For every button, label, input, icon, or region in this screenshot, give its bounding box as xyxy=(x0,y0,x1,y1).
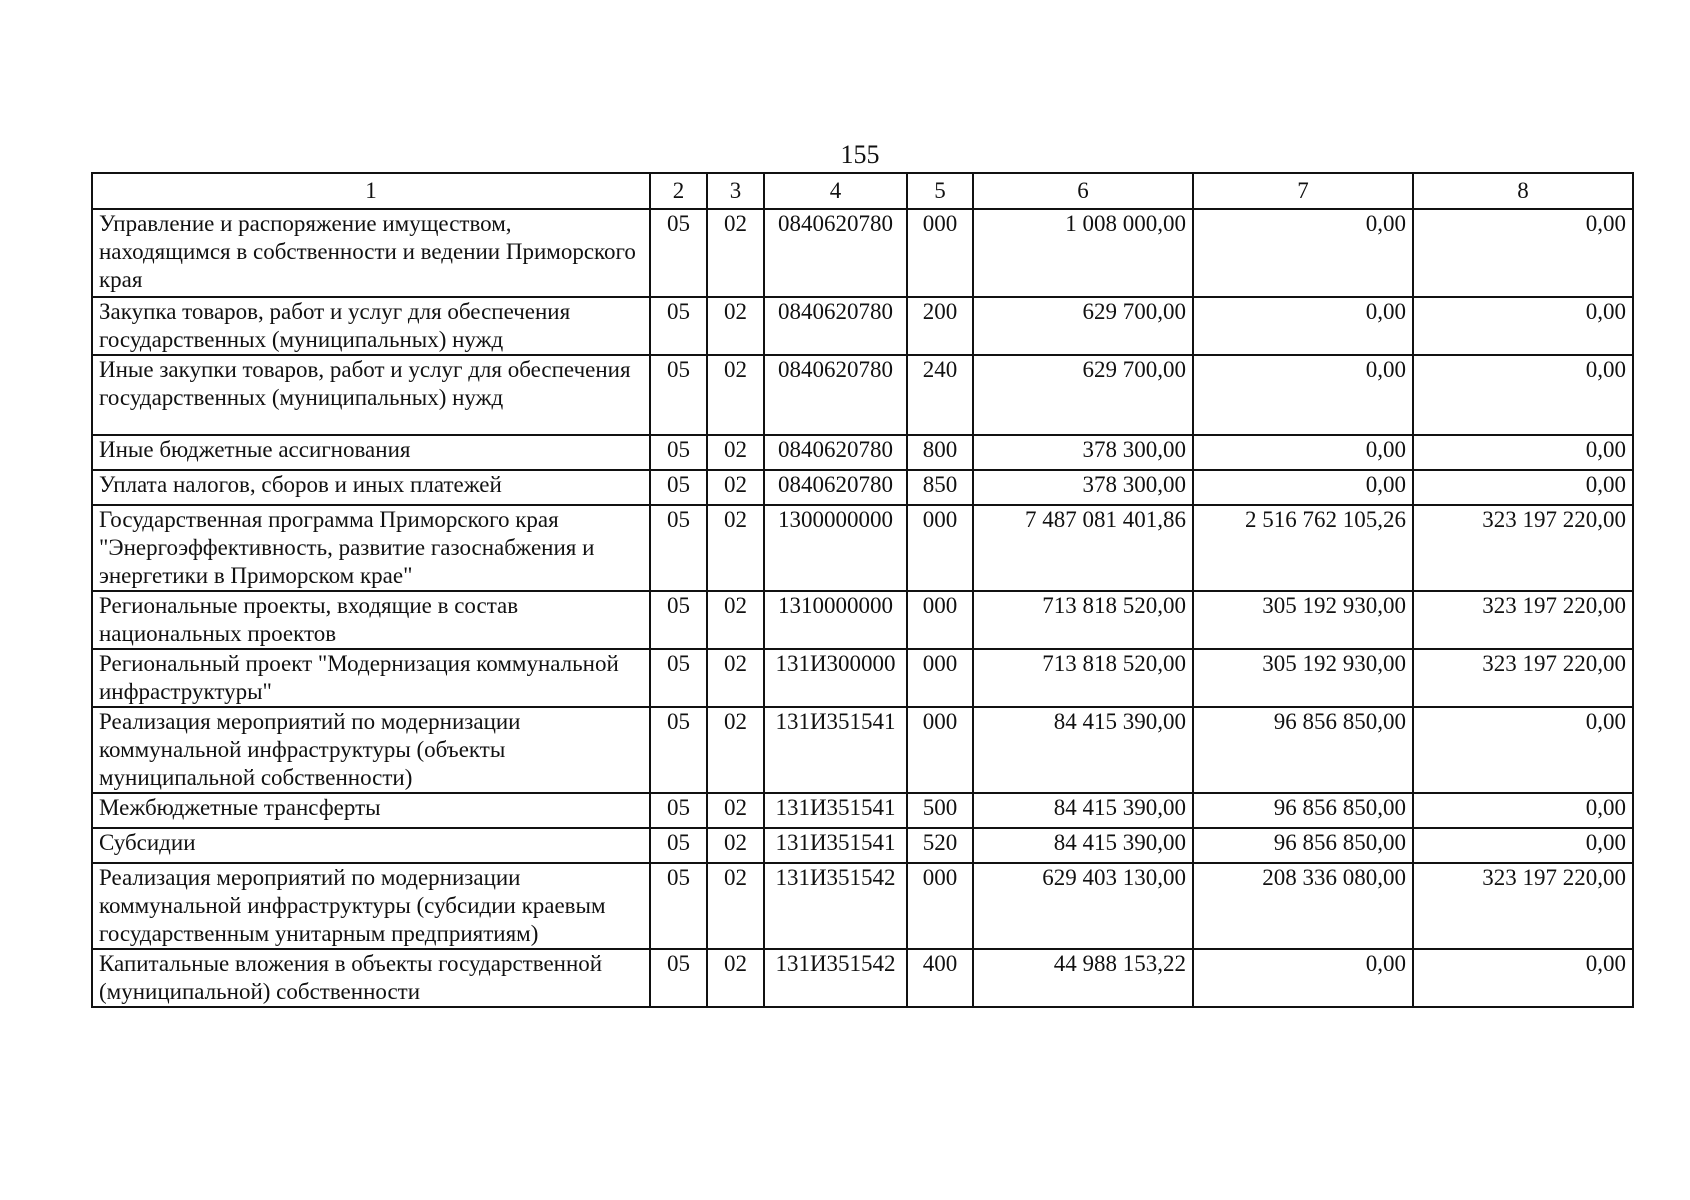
row-subsection: 02 xyxy=(707,949,764,1007)
row-subsection: 02 xyxy=(707,591,764,649)
row-amount-6: 629 700,00 xyxy=(973,297,1193,355)
row-target-code: 131И351541 xyxy=(764,707,907,793)
row-name: Реализация мероприятий по модернизации коммунальной инфраструктуры (объекты муниципальной собственности) xyxy=(92,707,650,793)
row-amount-8: 0,00 xyxy=(1413,707,1633,793)
row-section: 05 xyxy=(650,591,707,649)
column-header: 2 xyxy=(650,173,707,209)
column-header: 1 xyxy=(92,173,650,209)
row-target-code: 0840620780 xyxy=(764,470,907,505)
row-target-code: 131И351541 xyxy=(764,793,907,828)
table-row xyxy=(92,828,1633,863)
row-section: 05 xyxy=(650,505,707,591)
row-amount-7: 0,00 xyxy=(1193,470,1413,505)
row-amount-7: 0,00 xyxy=(1193,297,1413,355)
row-amount-6: 7 487 081 401,86 xyxy=(973,505,1193,591)
row-amount-6: 378 300,00 xyxy=(973,470,1193,505)
row-amount-7: 0,00 xyxy=(1193,949,1413,1007)
row-expense-type: 000 xyxy=(907,209,973,297)
row-subsection: 02 xyxy=(707,863,764,949)
row-section: 05 xyxy=(650,649,707,707)
table-row xyxy=(92,355,1633,435)
row-amount-7: 305 192 930,00 xyxy=(1193,649,1413,707)
row-name: Капитальные вложения в объекты государственной (муниципальной) собственности xyxy=(92,949,650,1007)
row-target-code: 1310000000 xyxy=(764,591,907,649)
row-expense-type: 850 xyxy=(907,470,973,505)
column-header: 3 xyxy=(707,173,764,209)
row-subsection: 02 xyxy=(707,707,764,793)
row-amount-6: 713 818 520,00 xyxy=(973,649,1193,707)
row-amount-6: 1 008 000,00 xyxy=(973,209,1193,297)
row-expense-type: 400 xyxy=(907,949,973,1007)
row-section: 05 xyxy=(650,707,707,793)
row-amount-8: 323 197 220,00 xyxy=(1413,863,1633,949)
row-amount-8: 323 197 220,00 xyxy=(1413,505,1633,591)
row-amount-8: 323 197 220,00 xyxy=(1413,649,1633,707)
row-amount-6: 84 415 390,00 xyxy=(973,707,1193,793)
row-amount-8: 0,00 xyxy=(1413,828,1633,863)
row-amount-8: 0,00 xyxy=(1413,209,1633,297)
row-amount-7: 0,00 xyxy=(1193,435,1413,470)
row-section: 05 xyxy=(650,793,707,828)
row-amount-7: 96 856 850,00 xyxy=(1193,828,1413,863)
row-amount-6: 378 300,00 xyxy=(973,435,1193,470)
row-name: Закупка товаров, работ и услуг для обеспечения государственных (муниципальных) нужд xyxy=(92,297,650,355)
row-target-code: 131И351542 xyxy=(764,863,907,949)
row-amount-7: 208 336 080,00 xyxy=(1193,863,1413,949)
column-header: 8 xyxy=(1413,173,1633,209)
row-section: 05 xyxy=(650,828,707,863)
row-section: 05 xyxy=(650,470,707,505)
table-row xyxy=(92,209,1633,297)
budget-table xyxy=(91,172,1634,1008)
row-expense-type: 000 xyxy=(907,707,973,793)
column-header: 6 xyxy=(973,173,1193,209)
row-section: 05 xyxy=(650,209,707,297)
table-row xyxy=(92,297,1633,355)
row-expense-type: 000 xyxy=(907,649,973,707)
row-amount-8: 0,00 xyxy=(1413,793,1633,828)
row-amount-8: 0,00 xyxy=(1413,355,1633,435)
row-amount-6: 44 988 153,22 xyxy=(973,949,1193,1007)
row-amount-8: 0,00 xyxy=(1413,949,1633,1007)
row-subsection: 02 xyxy=(707,297,764,355)
row-expense-type: 240 xyxy=(907,355,973,435)
row-target-code: 131И351542 xyxy=(764,949,907,1007)
table-row xyxy=(92,505,1633,591)
row-amount-7: 2 516 762 105,26 xyxy=(1193,505,1413,591)
row-expense-type: 500 xyxy=(907,793,973,828)
row-amount-6: 84 415 390,00 xyxy=(973,793,1193,828)
row-name: Иные закупки товаров, работ и услуг для обеспечения государственных (муниципальных) нужд xyxy=(92,355,650,435)
row-subsection: 02 xyxy=(707,828,764,863)
table-row xyxy=(92,470,1633,505)
row-target-code: 0840620780 xyxy=(764,355,907,435)
row-name: Государственная программа Приморского края "Энергоэффективность, развитие газоснабжения и энергетики в Приморском крае" xyxy=(92,505,650,591)
row-section: 05 xyxy=(650,355,707,435)
column-header: 4 xyxy=(764,173,907,209)
table-row xyxy=(92,591,1633,649)
row-amount-8: 0,00 xyxy=(1413,470,1633,505)
row-amount-7: 0,00 xyxy=(1193,209,1413,297)
row-target-code: 0840620780 xyxy=(764,435,907,470)
row-amount-7: 0,00 xyxy=(1193,355,1413,435)
row-amount-6: 713 818 520,00 xyxy=(973,591,1193,649)
row-subsection: 02 xyxy=(707,505,764,591)
row-subsection: 02 xyxy=(707,355,764,435)
table-row xyxy=(92,793,1633,828)
row-amount-7: 96 856 850,00 xyxy=(1193,707,1413,793)
table-body xyxy=(92,209,1633,1007)
row-expense-type: 000 xyxy=(907,591,973,649)
row-section: 05 xyxy=(650,863,707,949)
row-expense-type: 000 xyxy=(907,863,973,949)
row-name: Субсидии xyxy=(92,828,650,863)
row-expense-type: 200 xyxy=(907,297,973,355)
row-expense-type: 000 xyxy=(907,505,973,591)
row-subsection: 02 xyxy=(707,435,764,470)
column-header: 5 xyxy=(907,173,973,209)
header-row xyxy=(92,173,1633,209)
row-amount-6: 629 700,00 xyxy=(973,355,1193,435)
row-name: Иные бюджетные ассигнования xyxy=(92,435,650,470)
row-expense-type: 520 xyxy=(907,828,973,863)
row-amount-6: 84 415 390,00 xyxy=(973,828,1193,863)
row-subsection: 02 xyxy=(707,209,764,297)
row-amount-7: 305 192 930,00 xyxy=(1193,591,1413,649)
row-target-code: 131И300000 xyxy=(764,649,907,707)
table-row xyxy=(92,949,1633,1007)
row-subsection: 02 xyxy=(707,649,764,707)
row-target-code: 0840620780 xyxy=(764,209,907,297)
table-row xyxy=(92,649,1633,707)
row-amount-8: 0,00 xyxy=(1413,297,1633,355)
row-section: 05 xyxy=(650,949,707,1007)
row-subsection: 02 xyxy=(707,470,764,505)
row-name: Межбюджетные трансферты xyxy=(92,793,650,828)
row-name: Управление и распоряжение имуществом, находящимся в собственности и ведении Приморского края xyxy=(92,209,650,297)
row-name: Региональный проект "Модернизация коммунальной инфраструктуры" xyxy=(92,649,650,707)
table-row xyxy=(92,863,1633,949)
row-name: Реализация мероприятий по модернизации коммунальной инфраструктуры (субсидии краевым государственным унитарным предприятиям) xyxy=(92,863,650,949)
row-target-code: 0840620780 xyxy=(764,297,907,355)
row-target-code: 1300000000 xyxy=(764,505,907,591)
row-section: 05 xyxy=(650,435,707,470)
row-section: 05 xyxy=(650,297,707,355)
row-subsection: 02 xyxy=(707,793,764,828)
table-row xyxy=(92,435,1633,470)
row-name: Региональные проекты, входящие в состав национальных проектов xyxy=(92,591,650,649)
row-amount-8: 0,00 xyxy=(1413,435,1633,470)
column-header: 7 xyxy=(1193,173,1413,209)
row-target-code: 131И351541 xyxy=(764,828,907,863)
page-number: 155 xyxy=(840,140,880,169)
row-expense-type: 800 xyxy=(907,435,973,470)
row-amount-8: 323 197 220,00 xyxy=(1413,591,1633,649)
row-name: Уплата налогов, сборов и иных платежей xyxy=(92,470,650,505)
row-amount-6: 629 403 130,00 xyxy=(973,863,1193,949)
table-row xyxy=(92,707,1633,793)
row-amount-7: 96 856 850,00 xyxy=(1193,793,1413,828)
